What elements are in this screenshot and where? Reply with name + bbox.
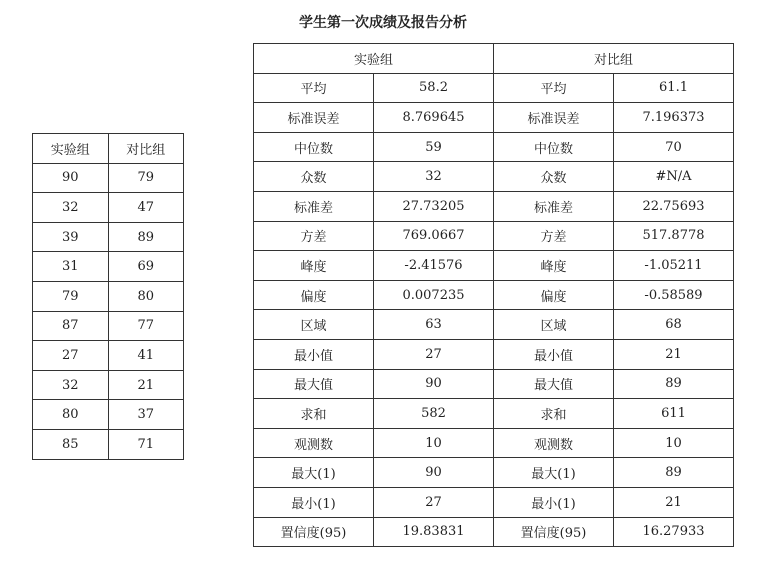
table-row <box>254 399 734 429</box>
table-row <box>33 134 184 164</box>
stat-value: -2.41576 <box>374 251 494 281</box>
table-row <box>254 251 734 281</box>
stat-value: #N/A <box>614 162 734 192</box>
stat-value: 90 <box>374 369 494 399</box>
table-row <box>254 132 734 162</box>
stat-value: 0.007235 <box>374 280 494 310</box>
stat-value: 68 <box>614 310 734 340</box>
stat-label: 平均 <box>493 73 613 103</box>
table-row <box>33 222 184 252</box>
table-row <box>254 517 734 547</box>
stat-label: 最大值 <box>493 369 613 399</box>
table-cell: 79 <box>33 281 109 311</box>
table-row <box>254 73 734 103</box>
stat-value: 58.2 <box>374 73 494 103</box>
stat-value: 10 <box>614 428 734 458</box>
stat-value: 27.73205 <box>374 191 494 221</box>
stat-value: 90 <box>374 458 494 488</box>
table-cell: 85 <box>33 429 109 459</box>
table-row <box>254 221 734 251</box>
stat-label: 观测数 <box>254 428 374 458</box>
table-cell: 32 <box>33 370 109 400</box>
table-cell: 47 <box>108 193 184 223</box>
table-cell: 71 <box>108 429 184 459</box>
stat-label: 最小值 <box>254 339 374 369</box>
stat-value: 89 <box>614 458 734 488</box>
stat-value: -1.05211 <box>614 251 734 281</box>
stat-value: 32 <box>374 162 494 192</box>
stat-value: 19.83831 <box>374 517 494 547</box>
stat-label: 最大(1) <box>493 458 613 488</box>
stat-value: 10 <box>374 428 494 458</box>
stat-value: 89 <box>614 369 734 399</box>
stat-value: 59 <box>374 132 494 162</box>
stat-value: 21 <box>614 339 734 369</box>
stat-value: 61.1 <box>614 73 734 103</box>
table-row <box>33 429 184 459</box>
table-row <box>254 44 734 74</box>
table-cell: 69 <box>108 252 184 282</box>
stat-label: 标准误差 <box>254 103 374 133</box>
table-row <box>254 369 734 399</box>
table-cell: 41 <box>108 341 184 371</box>
table-cell: 77 <box>108 311 184 341</box>
stats-analysis-table <box>253 43 734 547</box>
stat-label: 置信度(95) <box>254 517 374 547</box>
stat-label: 置信度(95) <box>493 517 613 547</box>
stat-label: 求和 <box>493 399 613 429</box>
stat-label: 中位数 <box>254 132 374 162</box>
stat-label: 标准误差 <box>493 103 613 133</box>
stat-label: 最小(1) <box>254 487 374 517</box>
stat-value: 611 <box>614 399 734 429</box>
stat-label: 偏度 <box>493 280 613 310</box>
stat-label: 偏度 <box>254 280 374 310</box>
stat-label: 众数 <box>493 162 613 192</box>
stat-label: 区域 <box>254 310 374 340</box>
stat-label: 峰度 <box>493 251 613 281</box>
table-row <box>33 163 184 193</box>
table-row <box>33 370 184 400</box>
table-row <box>254 280 734 310</box>
stat-value: 70 <box>614 132 734 162</box>
stat-label: 最大(1) <box>254 458 374 488</box>
table-row <box>254 487 734 517</box>
stat-value: -0.58589 <box>614 280 734 310</box>
stat-value: 582 <box>374 399 494 429</box>
stat-value: 8.769645 <box>374 103 494 133</box>
stat-label: 区域 <box>493 310 613 340</box>
table-cell: 37 <box>108 400 184 430</box>
stat-label: 求和 <box>254 399 374 429</box>
stat-label: 方差 <box>254 221 374 251</box>
stat-label: 中位数 <box>493 132 613 162</box>
table-row <box>254 103 734 133</box>
group-header: 实验组 <box>254 44 494 74</box>
table-row <box>254 162 734 192</box>
table-row <box>33 341 184 371</box>
column-header: 实验组 <box>33 134 109 164</box>
group-header: 对比组 <box>493 44 733 74</box>
stat-value: 517.8778 <box>614 221 734 251</box>
page-title: 学生第一次成绩及报告分析 <box>299 15 467 31</box>
stat-value: 27 <box>374 487 494 517</box>
table-cell: 21 <box>108 370 184 400</box>
stat-label: 方差 <box>493 221 613 251</box>
stat-value: 22.75693 <box>614 191 734 221</box>
stat-value: 7.196373 <box>614 103 734 133</box>
table-row <box>33 281 184 311</box>
stat-label: 最大值 <box>254 369 374 399</box>
table-cell: 80 <box>108 281 184 311</box>
table-row <box>33 311 184 341</box>
table-cell: 87 <box>33 311 109 341</box>
stat-value: 16.27933 <box>614 517 734 547</box>
table-row <box>254 339 734 369</box>
stat-value: 21 <box>614 487 734 517</box>
table-cell: 31 <box>33 252 109 282</box>
table-cell: 80 <box>33 400 109 430</box>
stat-label: 众数 <box>254 162 374 192</box>
table-row <box>33 400 184 430</box>
stat-label: 最小值 <box>493 339 613 369</box>
stat-value: 27 <box>374 339 494 369</box>
stat-label: 峰度 <box>254 251 374 281</box>
table-cell: 27 <box>33 341 109 371</box>
stat-label: 平均 <box>254 73 374 103</box>
table-cell: 39 <box>33 222 109 252</box>
table-cell: 79 <box>108 163 184 193</box>
stat-label: 最小(1) <box>493 487 613 517</box>
table-row <box>254 191 734 221</box>
table-row <box>33 252 184 282</box>
table-row <box>33 193 184 223</box>
table-cell: 89 <box>108 222 184 252</box>
column-header: 对比组 <box>108 134 184 164</box>
stat-label: 观测数 <box>493 428 613 458</box>
table-cell: 90 <box>33 163 109 193</box>
stat-value: 769.0667 <box>374 221 494 251</box>
stat-label: 标准差 <box>493 191 613 221</box>
stat-value: 63 <box>374 310 494 340</box>
table-cell: 32 <box>33 193 109 223</box>
table-row <box>254 310 734 340</box>
stat-label: 标准差 <box>254 191 374 221</box>
table-row <box>254 428 734 458</box>
raw-scores-table <box>32 133 184 460</box>
table-row <box>254 458 734 488</box>
